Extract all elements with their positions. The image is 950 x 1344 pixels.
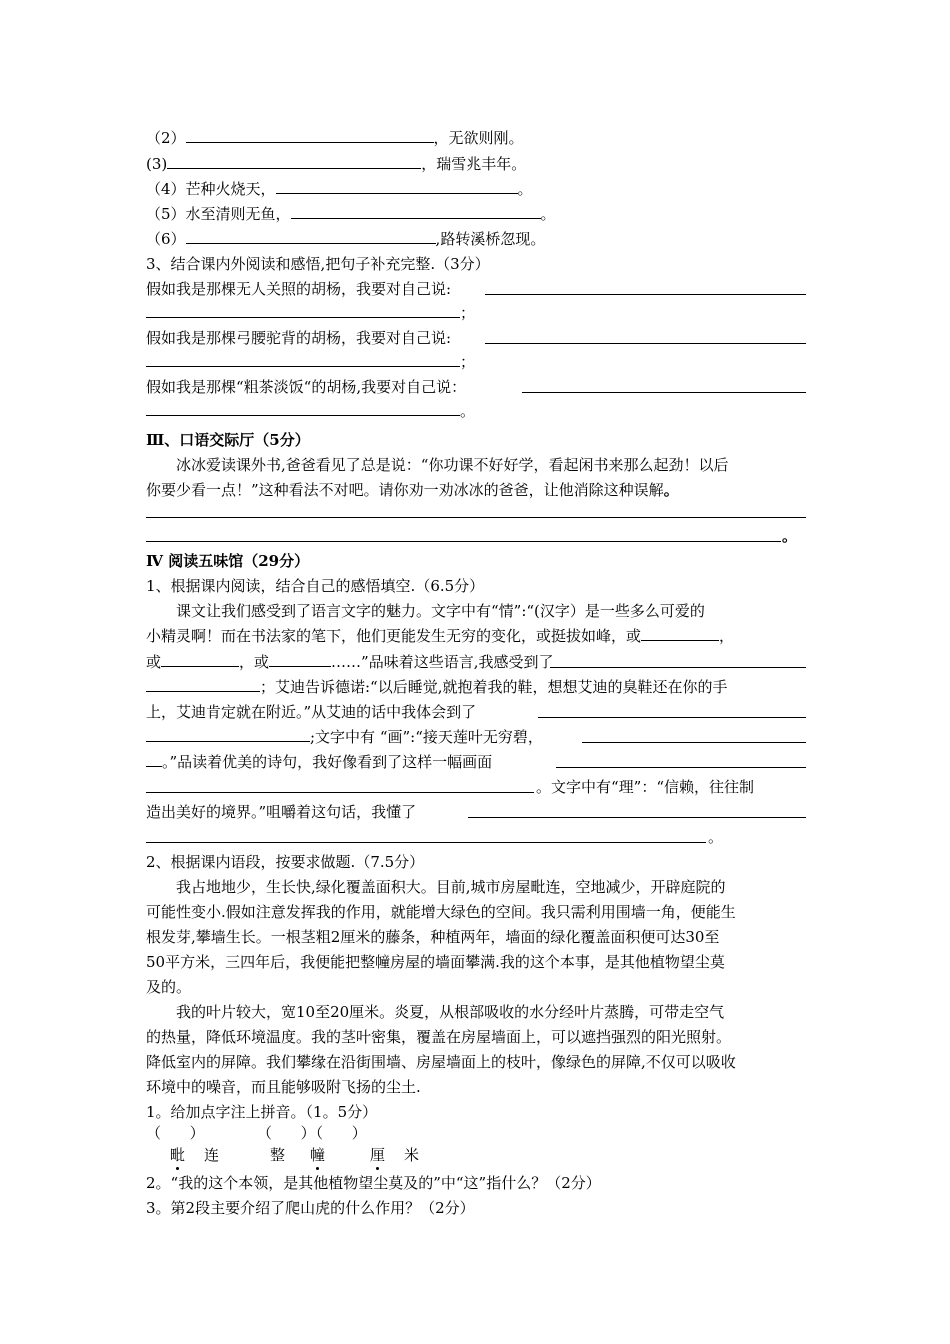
passage-p2-line-1: 我的叶片较大，宽10至20厘米。炎夏，从根部吸收的水分经叶片蒸腾，可带走空气 (176, 1003, 725, 1021)
reading-fill-line-9: 造出美好的境界。”咀嚼着这句话，我懂了 (146, 803, 417, 821)
proverb-line-5 (146, 205, 556, 223)
proverb-suffix: ，无欲则刚。 (433, 129, 524, 147)
pinyin-answer-parens[interactable]: （ ） （ ）（ ） (146, 1124, 367, 1142)
char: 整 (270, 1146, 286, 1164)
answer-line[interactable] (550, 667, 806, 668)
answer-line[interactable] (485, 294, 806, 295)
proverb-suffix: 。 (517, 180, 533, 198)
reading-fill-line-2: 小精灵啊！而在书法家的笔下，他们更能发生无穷的变化，或挺拔如峰，或 ， (146, 627, 735, 645)
oral-prompt-line-2: 你要少看一点！”这种看法不对吧。请你劝一劝冰冰的爸爸，让他消除这种误解。 (146, 481, 679, 499)
reading-fill-line-10-end: 。 (708, 828, 724, 846)
question-2-title: 2、根据课内语段，按要求做题.（7.5分） (146, 853, 425, 871)
answer-blank[interactable] (146, 678, 260, 692)
proverb-line-2 (146, 129, 524, 147)
reading-fill-line-6: ;文字中有 “画”:“接天莲叶无穷碧， (146, 728, 543, 746)
passage-p1-line-2: 可能性变小.假如注意发挥我的作用，就能增大绿色的空间。我只需利用围墙一角，便能生 (146, 903, 736, 921)
answer-line[interactable] (556, 767, 806, 768)
hu-yang-prompt-1: 假如我是那棵无人关照的胡杨，我要对自己说: (146, 280, 452, 298)
question-3-title: 3、结合课内外阅读和感悟,把句子补充完整.（3分） (146, 255, 490, 273)
proverb-line-3 (146, 155, 526, 173)
proverb-line-6 (146, 230, 545, 248)
oral-prompt-line-1: 冰冰爱读课外书,爸爸看见了总是说：“你功课不好好学，看起闲书来那么起劲！以后 (176, 456, 729, 474)
hu-yang-prompt-3: 假如我是那棵“粗茶淡饭“的胡杨,我要对自己说： (146, 378, 467, 396)
proverb-prefix: （4）芒种火烧天， (146, 180, 276, 198)
section-3-title: Ⅲ、口语交际厅（5分） (146, 431, 310, 449)
passage-p2-line-3: 降低室内的屏障。我们攀缘在沿街围墙、房屋墙面上的枝叶，像绿色的屏障,不仅可以吸收 (146, 1053, 736, 1071)
dotted-char: 毗 (170, 1146, 186, 1164)
answer-line[interactable] (485, 343, 806, 344)
hu-yang-answer-1: ； (146, 304, 475, 322)
oral-answer-end: 。 (782, 527, 798, 545)
answer-line[interactable] (146, 842, 706, 843)
answer-blank[interactable] (146, 753, 162, 767)
passage-p1-line-4: 50平方米，三四年后，我便能把整幢房屋的墙面攀满.我的这个本事，是其他植物望尘莫 (146, 953, 725, 971)
proverb-line-4 (146, 180, 533, 198)
hu-yang-answer-3: 。 (146, 402, 475, 420)
proverb-suffix: 。 (540, 205, 556, 223)
proverb-prefix: （6） (146, 230, 186, 248)
proverb-suffix: ，瑞雪兆丰年。 (421, 155, 527, 173)
answer-line[interactable] (582, 742, 806, 743)
hu-yang-prompt-2: 假如我是那棵弓腰驼背的胡杨，我要对自己说: (146, 329, 452, 347)
dotted-char: 幢 (310, 1146, 326, 1164)
reading-fill-line-8: 。文字中有“理”：“信赖，往往制 (536, 778, 755, 796)
answer-line[interactable] (522, 392, 806, 393)
passage-p2-line-4: 环境中的噪音，而且能够吸附飞扬的尘土. (146, 1078, 421, 1096)
answer-blank[interactable] (186, 129, 434, 143)
sub-question-2: 2。“我的这个本领，是其他植物望尘莫及的”中“这”指什么？（2分） (146, 1174, 601, 1192)
sub-question-1: 1。给加点字注上拼音。（1。5分） (146, 1103, 378, 1121)
answer-blank[interactable] (146, 353, 460, 367)
proverb-prefix: (3) (146, 155, 168, 173)
reading-fill-line-1: 课文让我们感受到了语言文字的魅力。文字中有“情”:“(汉字）是一些多么可爱的 (176, 602, 705, 620)
dotted-char: 厘 (370, 1146, 386, 1164)
answer-line[interactable] (146, 792, 534, 793)
answer-blank[interactable] (269, 653, 331, 667)
passage-p1-line-3: 根发芽,攀墙生长。一根茎粗2厘米的藤条，种植两年，墙面的绿化覆盖面积便可达30至 (146, 928, 720, 946)
char: 米 (404, 1146, 420, 1164)
answer-blank[interactable] (146, 304, 460, 318)
hu-yang-answer-2: ； (146, 353, 475, 371)
proverb-prefix: （2） (146, 129, 186, 147)
passage-p1-line-5: 及的。 (146, 978, 192, 996)
answer-blank[interactable] (186, 230, 436, 244)
answer-blank[interactable] (291, 205, 541, 219)
answer-blank[interactable] (146, 402, 460, 416)
question-1-title: 1、根据课内阅读，结合自己的感悟填空.（6.5分） (146, 577, 485, 595)
answer-line[interactable] (146, 541, 781, 542)
reading-fill-line-3: 或 ，或 ……”品味着这些语言,我感受到了 (146, 653, 554, 671)
passage-p1-line-1: 我占地地少，生长快,绿化覆盖面积大。目前,城市房屋毗连，空地减少，开辟庭院的 (176, 878, 726, 896)
answer-line[interactable] (538, 717, 806, 718)
sub-question-3: 3。第2段主要介绍了爬山虎的什么作用？（2分） (146, 1199, 475, 1217)
answer-blank[interactable] (146, 728, 310, 742)
reading-fill-line-4: ；艾迪告诉德诺:“以后睡觉,就抱着我的鞋，想想艾迪的臭鞋还在你的手 (146, 678, 728, 696)
proverb-suffix: ,路转溪桥忽现。 (435, 230, 546, 248)
proverb-prefix: （5）水至清则无鱼， (146, 205, 291, 223)
answer-blank[interactable] (276, 180, 518, 194)
reading-fill-line-5: 上，艾迪肯定就在附近。”从艾迪的话中我体会到了 (146, 703, 477, 721)
reading-fill-line-7: 。”品读着优美的诗句，我好像看到了这样一幅画面 (146, 753, 492, 771)
answer-line[interactable] (146, 517, 806, 518)
answer-blank[interactable] (641, 627, 719, 641)
char: 连 (204, 1146, 220, 1164)
answer-line[interactable] (468, 817, 806, 818)
answer-blank[interactable] (167, 155, 421, 169)
passage-p2-line-2: 的热量，降低环境温度。我的茎叶密集，覆盖在房屋墙面上，可以遮挡强烈的阳光照射。 (146, 1028, 732, 1046)
answer-blank[interactable] (161, 653, 239, 667)
section-4-title: Ⅳ 阅读五味馆（29分） (146, 552, 310, 570)
